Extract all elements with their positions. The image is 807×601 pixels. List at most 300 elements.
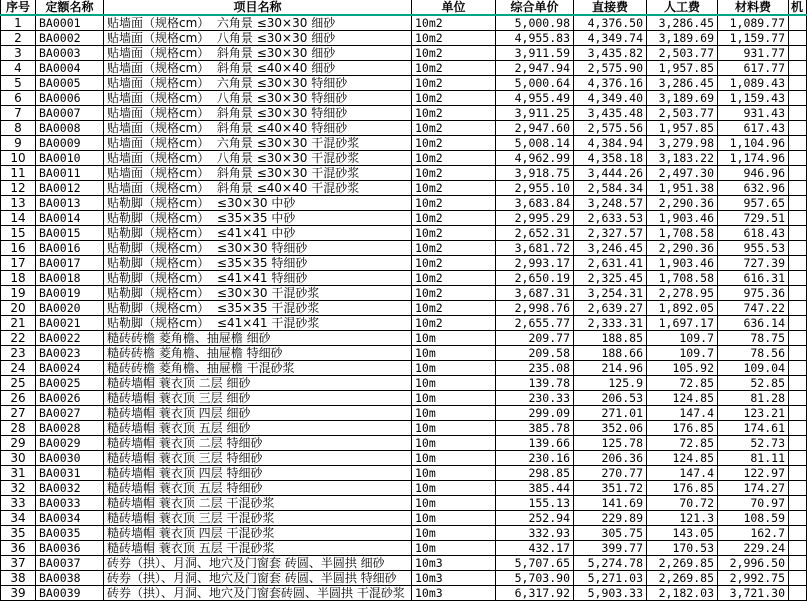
cell-material-cost[interactable]: 1,089.77 [718, 15, 789, 31]
cell-direct-cost[interactable]: 2,575.56 [574, 121, 647, 136]
cell-quota-code[interactable]: BA0029 [36, 436, 104, 451]
cell-project-name[interactable]: 贴墙面（规格cm） 斜角景 ≤40×40 干混砂浆 [104, 181, 412, 196]
cell-project-name[interactable]: 贴勒脚（规格cm） ≤30×30 干混砂浆 [104, 286, 412, 301]
cell-labor-cost[interactable]: 3,189.69 [647, 91, 718, 106]
cell-seq[interactable]: 13 [1, 196, 36, 211]
cell-unit[interactable]: 10m2 [412, 271, 496, 286]
cell-seq[interactable]: 9 [1, 136, 36, 151]
cell-machine-cost[interactable] [789, 15, 807, 31]
cell-material-cost[interactable]: 162.7 [718, 526, 789, 541]
cell-direct-cost[interactable]: 2,575.90 [574, 61, 647, 76]
cell-direct-cost[interactable]: 4,349.40 [574, 91, 647, 106]
cell-material-cost[interactable]: 955.53 [718, 241, 789, 256]
cell-seq[interactable]: 24 [1, 361, 36, 376]
cell-direct-cost[interactable]: 3,246.45 [574, 241, 647, 256]
cell-machine-cost[interactable] [789, 541, 807, 556]
cell-labor-cost[interactable]: 3,189.69 [647, 31, 718, 46]
cell-material-cost[interactable]: 957.65 [718, 196, 789, 211]
cell-composite-price[interactable]: 3,911.59 [496, 46, 574, 61]
cell-seq[interactable]: 15 [1, 226, 36, 241]
cell-direct-cost[interactable]: 305.75 [574, 526, 647, 541]
cell-project-name[interactable]: 贴墙面（规格cm） 斜角景 ≤30×30 干混砂浆 [104, 166, 412, 181]
cell-seq[interactable]: 35 [1, 526, 36, 541]
cell-material-cost[interactable]: 2,996.50 [718, 556, 789, 571]
cell-machine-cost[interactable] [789, 196, 807, 211]
cell-labor-cost[interactable]: 72.85 [647, 376, 718, 391]
cell-composite-price[interactable]: 252.94 [496, 511, 574, 526]
cell-labor-cost[interactable]: 1,708.58 [647, 271, 718, 286]
cell-machine-cost[interactable] [789, 556, 807, 571]
cell-material-cost[interactable]: 617.77 [718, 61, 789, 76]
cell-seq[interactable]: 4 [1, 61, 36, 76]
cell-composite-price[interactable]: 385.44 [496, 481, 574, 496]
cell-project-name[interactable]: 贴勒脚（规格cm） ≤35×35 中砂 [104, 211, 412, 226]
cell-material-cost[interactable]: 2,992.75 [718, 571, 789, 586]
cell-labor-cost[interactable]: 176.85 [647, 481, 718, 496]
cell-machine-cost[interactable] [789, 391, 807, 406]
cell-material-cost[interactable]: 1,159.77 [718, 31, 789, 46]
cell-unit[interactable]: 10m [412, 451, 496, 466]
cell-composite-price[interactable]: 6,317.92 [496, 586, 574, 601]
cell-material-cost[interactable]: 747.22 [718, 301, 789, 316]
cell-unit[interactable]: 10m2 [412, 301, 496, 316]
cell-project-name[interactable]: 糙砖墙帽 蓑衣顶 四层 干混砂浆 [104, 526, 412, 541]
cell-material-cost[interactable]: 52.73 [718, 436, 789, 451]
cell-unit[interactable]: 10m2 [412, 256, 496, 271]
cell-labor-cost[interactable]: 147.4 [647, 466, 718, 481]
cell-labor-cost[interactable]: 1,892.05 [647, 301, 718, 316]
cell-machine-cost[interactable] [789, 256, 807, 271]
cell-project-name[interactable]: 贴墙面（规格cm） 六角景 ≤30×30 特细砂 [104, 76, 412, 91]
cell-quota-code[interactable]: BA0030 [36, 451, 104, 466]
cell-machine-cost[interactable] [789, 76, 807, 91]
cell-unit[interactable]: 10m2 [412, 181, 496, 196]
cell-seq[interactable]: 37 [1, 556, 36, 571]
cell-direct-cost[interactable]: 2,333.31 [574, 316, 647, 331]
cell-machine-cost[interactable] [789, 226, 807, 241]
cell-direct-cost[interactable]: 351.72 [574, 481, 647, 496]
cell-project-name[interactable]: 糙砖墙帽 蓑衣顶 三层 细砂 [104, 391, 412, 406]
cell-unit[interactable]: 10m2 [412, 91, 496, 106]
cell-quota-code[interactable]: BA0014 [36, 211, 104, 226]
cell-composite-price[interactable]: 230.33 [496, 391, 574, 406]
cell-project-name[interactable]: 贴墙面（规格cm） 斜角景 ≤40×40 特细砂 [104, 121, 412, 136]
cell-composite-price[interactable]: 5,703.90 [496, 571, 574, 586]
cell-unit[interactable]: 10m2 [412, 121, 496, 136]
cell-quota-code[interactable]: BA0002 [36, 31, 104, 46]
cell-labor-cost[interactable]: 72.85 [647, 436, 718, 451]
cell-quota-code[interactable]: BA0034 [36, 511, 104, 526]
cell-direct-cost[interactable]: 2,325.45 [574, 271, 647, 286]
cell-direct-cost[interactable]: 2,639.27 [574, 301, 647, 316]
cell-unit[interactable]: 10m [412, 496, 496, 511]
cell-seq[interactable]: 11 [1, 166, 36, 181]
cell-unit[interactable]: 10m2 [412, 46, 496, 61]
cell-composite-price[interactable]: 209.77 [496, 331, 574, 346]
cell-labor-cost[interactable]: 1,957.85 [647, 61, 718, 76]
cell-seq[interactable]: 38 [1, 571, 36, 586]
cell-seq[interactable]: 27 [1, 406, 36, 421]
cell-labor-cost[interactable]: 2,503.77 [647, 46, 718, 61]
cell-machine-cost[interactable] [789, 451, 807, 466]
cell-machine-cost[interactable] [789, 181, 807, 196]
cell-composite-price[interactable]: 155.13 [496, 496, 574, 511]
cell-project-name[interactable]: 糙砖墙帽 蓑衣顶 五层 特细砂 [104, 481, 412, 496]
cell-seq[interactable]: 14 [1, 211, 36, 226]
cell-direct-cost[interactable]: 125.9 [574, 376, 647, 391]
cell-composite-price[interactable]: 5,000.98 [496, 15, 574, 31]
cell-composite-price[interactable]: 332.93 [496, 526, 574, 541]
cell-material-cost[interactable]: 1,089.43 [718, 76, 789, 91]
cell-project-name[interactable]: 砖券（拱）、月洞、地穴及门窗套 砖圆、半圆拱 细砂 [104, 556, 412, 571]
cell-labor-cost[interactable]: 124.85 [647, 451, 718, 466]
cell-unit[interactable]: 10m [412, 481, 496, 496]
header-cell-unit[interactable]: 单位 [412, 0, 496, 15]
cell-direct-cost[interactable]: 188.85 [574, 331, 647, 346]
cell-labor-cost[interactable]: 1,697.17 [647, 316, 718, 331]
cell-composite-price[interactable]: 5,707.65 [496, 556, 574, 571]
cell-quota-code[interactable]: BA0011 [36, 166, 104, 181]
cell-project-name[interactable]: 糙砖墙帽 蓑衣顶 四层 细砂 [104, 406, 412, 421]
cell-direct-cost[interactable]: 3,435.82 [574, 46, 647, 61]
cell-seq[interactable]: 36 [1, 541, 36, 556]
cell-labor-cost[interactable]: 2,278.95 [647, 286, 718, 301]
cell-machine-cost[interactable] [789, 361, 807, 376]
cell-quota-code[interactable]: BA0021 [36, 316, 104, 331]
cell-machine-cost[interactable] [789, 46, 807, 61]
cell-quota-code[interactable]: BA0004 [36, 61, 104, 76]
cell-quota-code[interactable]: BA0023 [36, 346, 104, 361]
cell-project-name[interactable]: 贴墙面（规格cm） 八角景 ≤30×30 细砂 [104, 31, 412, 46]
cell-project-name[interactable]: 糙砖墙帽 蓑衣顶 二层 特细砂 [104, 436, 412, 451]
cell-material-cost[interactable]: 122.97 [718, 466, 789, 481]
cell-unit[interactable]: 10m2 [412, 286, 496, 301]
cell-labor-cost[interactable]: 1,903.46 [647, 211, 718, 226]
cell-labor-cost[interactable]: 3,183.22 [647, 151, 718, 166]
cell-composite-price[interactable]: 3,918.75 [496, 166, 574, 181]
cell-material-cost[interactable]: 946.96 [718, 166, 789, 181]
cell-labor-cost[interactable]: 176.85 [647, 421, 718, 436]
cell-quota-code[interactable]: BA0022 [36, 331, 104, 346]
cell-machine-cost[interactable] [789, 211, 807, 226]
cell-material-cost[interactable]: 70.97 [718, 496, 789, 511]
cell-unit[interactable]: 10m2 [412, 61, 496, 76]
cell-seq[interactable]: 31 [1, 466, 36, 481]
header-cell-project-name[interactable]: 项目名称 [104, 0, 412, 15]
header-cell-composite-price[interactable]: 综合单价 [496, 0, 574, 15]
cell-unit[interactable]: 10m [412, 541, 496, 556]
cell-unit[interactable]: 10m2 [412, 316, 496, 331]
cell-composite-price[interactable]: 5,008.14 [496, 136, 574, 151]
cell-direct-cost[interactable]: 2,631.41 [574, 256, 647, 271]
cell-quota-code[interactable]: BA0018 [36, 271, 104, 286]
cell-direct-cost[interactable]: 229.89 [574, 511, 647, 526]
cell-material-cost[interactable]: 729.51 [718, 211, 789, 226]
cell-seq[interactable]: 22 [1, 331, 36, 346]
cell-unit[interactable]: 10m3 [412, 571, 496, 586]
cell-composite-price[interactable]: 3,683.84 [496, 196, 574, 211]
cell-project-name[interactable]: 糙砖墙帽 蓑衣顶 二层 细砂 [104, 376, 412, 391]
cell-machine-cost[interactable] [789, 271, 807, 286]
cell-direct-cost[interactable]: 5,274.78 [574, 556, 647, 571]
cell-material-cost[interactable]: 52.85 [718, 376, 789, 391]
cell-project-name[interactable]: 糙砖砖檐 菱角檐、抽屉檐 细砂 [104, 331, 412, 346]
cell-composite-price[interactable]: 299.09 [496, 406, 574, 421]
cell-quota-code[interactable]: BA0006 [36, 91, 104, 106]
cell-material-cost[interactable]: 174.27 [718, 481, 789, 496]
cell-direct-cost[interactable]: 5,903.33 [574, 586, 647, 601]
cell-quota-code[interactable]: BA0039 [36, 586, 104, 601]
cell-material-cost[interactable]: 108.59 [718, 511, 789, 526]
cell-seq[interactable]: 21 [1, 316, 36, 331]
cell-material-cost[interactable]: 78.75 [718, 331, 789, 346]
header-cell-quota-code[interactable]: 定额名称 [36, 0, 104, 15]
cell-seq[interactable]: 2 [1, 31, 36, 46]
cell-quota-code[interactable]: BA0031 [36, 466, 104, 481]
cell-composite-price[interactable]: 209.58 [496, 346, 574, 361]
cell-machine-cost[interactable] [789, 436, 807, 451]
cell-project-name[interactable]: 糙砖砖檐 菱角檐、抽屉檐 特细砂 [104, 346, 412, 361]
cell-seq[interactable]: 10 [1, 151, 36, 166]
cell-quota-code[interactable]: BA0035 [36, 526, 104, 541]
cell-direct-cost[interactable]: 4,358.18 [574, 151, 647, 166]
cell-project-name[interactable]: 贴勒脚（规格cm） ≤35×35 干混砂浆 [104, 301, 412, 316]
cell-seq[interactable]: 8 [1, 121, 36, 136]
cell-labor-cost[interactable]: 3,279.98 [647, 136, 718, 151]
cell-labor-cost[interactable]: 2,503.77 [647, 106, 718, 121]
cell-quota-code[interactable]: BA0015 [36, 226, 104, 241]
cell-material-cost[interactable]: 727.39 [718, 256, 789, 271]
cell-direct-cost[interactable]: 141.69 [574, 496, 647, 511]
cell-machine-cost[interactable] [789, 286, 807, 301]
cell-unit[interactable]: 10m3 [412, 586, 496, 601]
cell-unit[interactable]: 10m [412, 421, 496, 436]
cell-machine-cost[interactable] [789, 421, 807, 436]
cell-machine-cost[interactable] [789, 586, 807, 601]
cell-material-cost[interactable]: 975.36 [718, 286, 789, 301]
cell-labor-cost[interactable]: 109.7 [647, 346, 718, 361]
cell-material-cost[interactable]: 78.56 [718, 346, 789, 361]
cell-unit[interactable]: 10m [412, 346, 496, 361]
cell-material-cost[interactable]: 632.96 [718, 181, 789, 196]
cell-direct-cost[interactable]: 3,254.31 [574, 286, 647, 301]
cell-machine-cost[interactable] [789, 316, 807, 331]
cell-quota-code[interactable]: BA0025 [36, 376, 104, 391]
cell-unit[interactable]: 10m [412, 466, 496, 481]
cell-seq[interactable]: 28 [1, 421, 36, 436]
cell-unit[interactable]: 10m2 [412, 241, 496, 256]
cell-composite-price[interactable]: 4,955.49 [496, 91, 574, 106]
cell-machine-cost[interactable] [789, 571, 807, 586]
cell-labor-cost[interactable]: 124.85 [647, 391, 718, 406]
cell-direct-cost[interactable]: 3,444.26 [574, 166, 647, 181]
cell-unit[interactable]: 10m2 [412, 31, 496, 46]
cell-quota-code[interactable]: BA0019 [36, 286, 104, 301]
cell-machine-cost[interactable] [789, 331, 807, 346]
cell-project-name[interactable]: 贴墙面（规格cm） 斜角景 ≤30×30 特细砂 [104, 106, 412, 121]
cell-project-name[interactable]: 贴墙面（规格cm） 斜角景 ≤40×40 细砂 [104, 61, 412, 76]
cell-seq[interactable]: 29 [1, 436, 36, 451]
cell-seq[interactable]: 23 [1, 346, 36, 361]
cell-seq[interactable]: 16 [1, 241, 36, 256]
cell-unit[interactable]: 10m2 [412, 106, 496, 121]
cell-machine-cost[interactable] [789, 151, 807, 166]
cell-unit[interactable]: 10m2 [412, 226, 496, 241]
cell-project-name[interactable]: 糙砖墙帽 蓑衣顶 五层 细砂 [104, 421, 412, 436]
cell-material-cost[interactable]: 3,721.30 [718, 586, 789, 601]
cell-labor-cost[interactable]: 2,182.03 [647, 586, 718, 601]
header-cell-machine-cost[interactable]: 机 [789, 0, 807, 15]
cell-seq[interactable]: 12 [1, 181, 36, 196]
cell-project-name[interactable]: 贴墙面（规格cm） 八角景 ≤30×30 干混砂浆 [104, 151, 412, 166]
cell-project-name[interactable]: 糙砖墙帽 蓑衣顶 三层 特细砂 [104, 451, 412, 466]
cell-composite-price[interactable]: 5,000.64 [496, 76, 574, 91]
cell-seq[interactable]: 25 [1, 376, 36, 391]
cell-unit[interactable]: 10m [412, 436, 496, 451]
cell-direct-cost[interactable]: 5,271.03 [574, 571, 647, 586]
cell-seq[interactable]: 20 [1, 301, 36, 316]
cell-unit[interactable]: 10m2 [412, 151, 496, 166]
cell-labor-cost[interactable]: 3,286.45 [647, 76, 718, 91]
cell-project-name[interactable]: 糙砖墙帽 蓑衣顶 三层 干混砂浆 [104, 511, 412, 526]
cell-direct-cost[interactable]: 2,584.34 [574, 181, 647, 196]
cell-project-name[interactable]: 贴勒脚（规格cm） ≤41×41 中砂 [104, 226, 412, 241]
cell-labor-cost[interactable]: 143.05 [647, 526, 718, 541]
cell-direct-cost[interactable]: 3,248.57 [574, 196, 647, 211]
cell-labor-cost[interactable]: 170.53 [647, 541, 718, 556]
cell-labor-cost[interactable]: 105.92 [647, 361, 718, 376]
cell-unit[interactable]: 10m [412, 391, 496, 406]
cell-seq[interactable]: 33 [1, 496, 36, 511]
cell-direct-cost[interactable]: 125.78 [574, 436, 647, 451]
cell-quota-code[interactable]: BA0027 [36, 406, 104, 421]
cell-unit[interactable]: 10m2 [412, 211, 496, 226]
cell-composite-price[interactable]: 235.08 [496, 361, 574, 376]
cell-project-name[interactable]: 糙砖墙帽 蓑衣顶 二层 干混砂浆 [104, 496, 412, 511]
cell-labor-cost[interactable]: 2,269.85 [647, 571, 718, 586]
cell-composite-price[interactable]: 2,955.10 [496, 181, 574, 196]
cell-unit[interactable]: 10m2 [412, 196, 496, 211]
cell-quota-code[interactable]: BA0037 [36, 556, 104, 571]
cell-project-name[interactable]: 贴墙面（规格cm） 斜角景 ≤30×30 细砂 [104, 46, 412, 61]
cell-unit[interactable]: 10m2 [412, 76, 496, 91]
cell-composite-price[interactable]: 385.78 [496, 421, 574, 436]
cell-quota-code[interactable]: BA0028 [36, 421, 104, 436]
header-cell-seq[interactable]: 序号 [1, 0, 36, 15]
cell-direct-cost[interactable]: 270.77 [574, 466, 647, 481]
cell-quota-code[interactable]: BA0008 [36, 121, 104, 136]
cell-machine-cost[interactable] [789, 91, 807, 106]
cell-seq[interactable]: 6 [1, 91, 36, 106]
cell-composite-price[interactable]: 2,998.76 [496, 301, 574, 316]
cell-composite-price[interactable]: 4,962.99 [496, 151, 574, 166]
cell-unit[interactable]: 10m [412, 331, 496, 346]
cell-direct-cost[interactable]: 4,349.74 [574, 31, 647, 46]
cell-quota-code[interactable]: BA0010 [36, 151, 104, 166]
cell-material-cost[interactable]: 81.28 [718, 391, 789, 406]
cell-machine-cost[interactable] [789, 406, 807, 421]
cell-composite-price[interactable]: 3,911.25 [496, 106, 574, 121]
cell-material-cost[interactable]: 617.43 [718, 121, 789, 136]
cell-project-name[interactable]: 贴勒脚（规格cm） ≤41×41 特细砂 [104, 271, 412, 286]
cell-machine-cost[interactable] [789, 376, 807, 391]
cell-quota-code[interactable]: BA0012 [36, 181, 104, 196]
cell-labor-cost[interactable]: 121.3 [647, 511, 718, 526]
cell-composite-price[interactable]: 139.78 [496, 376, 574, 391]
cell-seq[interactable]: 34 [1, 511, 36, 526]
cell-material-cost[interactable]: 616.31 [718, 271, 789, 286]
cell-direct-cost[interactable]: 2,327.57 [574, 226, 647, 241]
cell-material-cost[interactable]: 931.77 [718, 46, 789, 61]
cell-machine-cost[interactable] [789, 61, 807, 76]
cell-seq[interactable]: 5 [1, 76, 36, 91]
cell-seq[interactable]: 7 [1, 106, 36, 121]
cell-labor-cost[interactable]: 2,497.30 [647, 166, 718, 181]
cell-unit[interactable]: 10m [412, 406, 496, 421]
cell-unit[interactable]: 10m2 [412, 166, 496, 181]
cell-labor-cost[interactable]: 2,290.36 [647, 196, 718, 211]
cell-project-name[interactable]: 砖券（拱）、月洞、地穴及门窗套 砖圆、半圆拱 特细砂 [104, 571, 412, 586]
cell-material-cost[interactable]: 109.04 [718, 361, 789, 376]
cell-machine-cost[interactable] [789, 511, 807, 526]
cell-direct-cost[interactable]: 352.06 [574, 421, 647, 436]
cell-composite-price[interactable]: 3,681.72 [496, 241, 574, 256]
cell-seq[interactable]: 19 [1, 286, 36, 301]
cell-seq[interactable]: 17 [1, 256, 36, 271]
cell-composite-price[interactable]: 4,955.83 [496, 31, 574, 46]
cell-composite-price[interactable]: 3,687.31 [496, 286, 574, 301]
cell-machine-cost[interactable] [789, 166, 807, 181]
cell-machine-cost[interactable] [789, 241, 807, 256]
cell-labor-cost[interactable]: 147.4 [647, 406, 718, 421]
cell-quota-code[interactable]: BA0016 [36, 241, 104, 256]
cell-material-cost[interactable]: 1,174.96 [718, 151, 789, 166]
header-cell-labor-cost[interactable]: 人工费 [647, 0, 718, 15]
cell-composite-price[interactable]: 230.16 [496, 451, 574, 466]
cell-project-name[interactable]: 贴勒脚（规格cm） ≤30×30 中砂 [104, 196, 412, 211]
cell-quota-code[interactable]: BA0020 [36, 301, 104, 316]
cell-project-name[interactable]: 糙砖墙帽 蓑衣顶 四层 特细砂 [104, 466, 412, 481]
cell-project-name[interactable]: 砖券（拱）、月洞、地穴及门窗套砖圆、半圆拱 干混砂浆 [104, 586, 412, 601]
cell-quota-code[interactable]: BA0033 [36, 496, 104, 511]
cell-labor-cost[interactable]: 1,708.58 [647, 226, 718, 241]
cell-machine-cost[interactable] [789, 301, 807, 316]
cell-unit[interactable]: 10m [412, 361, 496, 376]
cell-unit[interactable]: 10m [412, 526, 496, 541]
cell-machine-cost[interactable] [789, 346, 807, 361]
cell-quota-code[interactable]: BA0007 [36, 106, 104, 121]
cell-quota-code[interactable]: BA0032 [36, 481, 104, 496]
cell-project-name[interactable]: 贴墙面（规格cm） 六角景 ≤30×30 细砂 [104, 15, 412, 31]
cell-direct-cost[interactable]: 4,376.16 [574, 76, 647, 91]
cell-quota-code[interactable]: BA0013 [36, 196, 104, 211]
cell-unit[interactable]: 10m [412, 376, 496, 391]
cell-direct-cost[interactable]: 3,435.48 [574, 106, 647, 121]
cell-machine-cost[interactable] [789, 526, 807, 541]
cell-project-name[interactable]: 贴勒脚（规格cm） ≤30×30 特细砂 [104, 241, 412, 256]
cell-machine-cost[interactable] [789, 31, 807, 46]
cell-labor-cost[interactable]: 1,951.38 [647, 181, 718, 196]
cell-composite-price[interactable]: 2,947.60 [496, 121, 574, 136]
cell-material-cost[interactable]: 1,159.43 [718, 91, 789, 106]
cell-direct-cost[interactable]: 271.01 [574, 406, 647, 421]
cell-seq[interactable]: 26 [1, 391, 36, 406]
cell-machine-cost[interactable] [789, 481, 807, 496]
cell-quota-code[interactable]: BA0036 [36, 541, 104, 556]
cell-unit[interactable]: 10m [412, 511, 496, 526]
cell-composite-price[interactable]: 2,947.94 [496, 61, 574, 76]
cell-direct-cost[interactable]: 188.66 [574, 346, 647, 361]
